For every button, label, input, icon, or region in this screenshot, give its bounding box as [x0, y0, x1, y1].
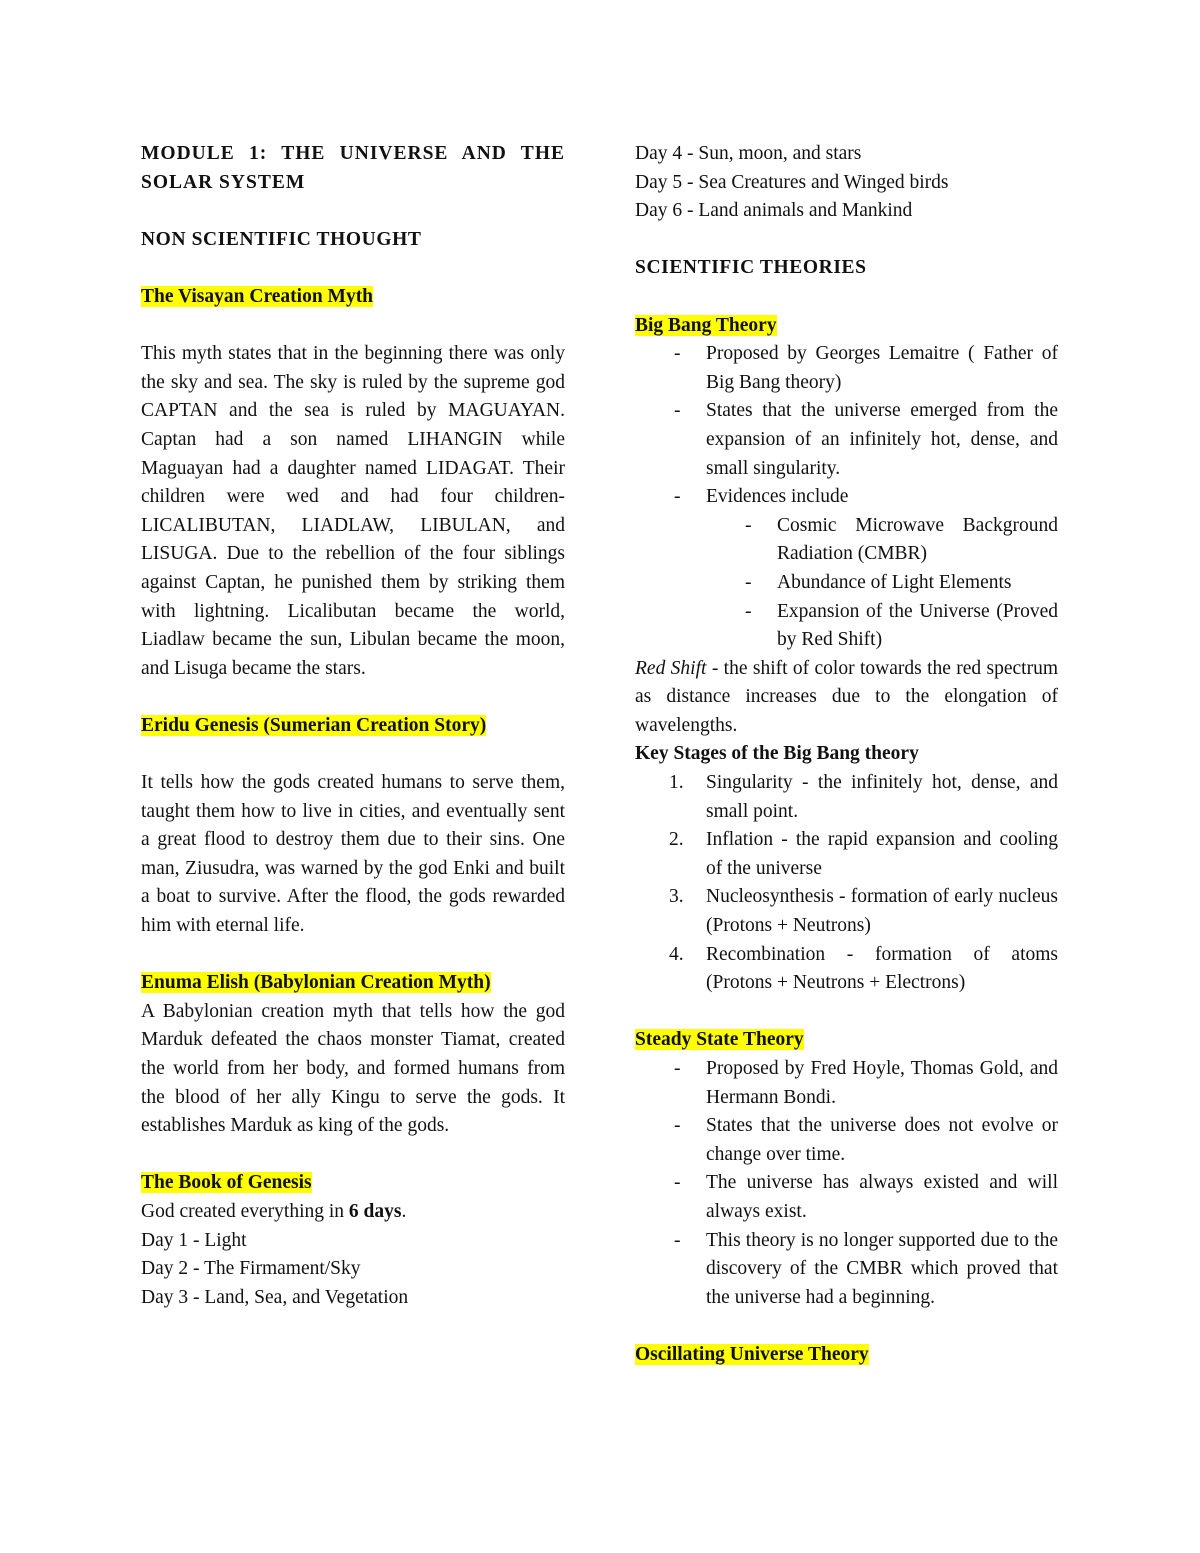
genesis-day-2: Day 2 - The Firmament/Sky — [141, 1258, 361, 1280]
list-item: - Evidences include - Cosmic Microwave Background Radiation (CMBR) - Abundance of Light Elements - Expansion of the Universe (Proved by Red Shift) — [635, 483, 1058, 655]
list-item: 4. Recombination - formation of atoms (Protons + Neutrons + Electrons) — [669, 943, 1058, 994]
big-bang-bullets — [635, 340, 1058, 655]
heading-oscillating-universe: Oscillating Universe Theory — [635, 1343, 869, 1365]
module-title: MODULE 1: THE UNIVERSE AND THE SOLAR SYSTEM — [141, 143, 565, 193]
genesis-day-3: Day 3 - Land, Sea, and Vegetation — [141, 1286, 409, 1308]
heading-eridu-genesis: Eridu Genesis (Sumerian Creation Story) — [141, 714, 487, 736]
list-item: - Proposed by Georges Lemaitre ( Father of Big Bang theory) — [635, 340, 1058, 397]
red-shift-definition: Red Shift - the shift of color towards the red spectrum as distance increases due to the elongation of wavelengths. — [635, 657, 1059, 736]
list-item: - The universe has always existed and will always exist. — [635, 1169, 1058, 1226]
heading-book-of-genesis: The Book of Genesis — [141, 1172, 312, 1194]
left-column — [141, 140, 565, 1312]
enuma-elish-body: A Babylonian creation myth that tells how the god Marduk defeated the chaos monster Tiamat, created the world from her body, and formed humans from the blood of her ally Kingu to serve the gods. It establishes Marduk as king of the gods. — [141, 1000, 565, 1137]
eridu-genesis-body: It tells how the gods created humans to serve them, taught them how to live in cities, and eventually sent a great flood to destroy them due to their sins. One man, Ziusudra, was warned by the god Enki and built a boat to survive. After the flood, the gods rewarded him with eternal life. — [141, 772, 565, 937]
list-item: 2. Inflation - the rapid expansion and cooling of the universe — [669, 829, 1058, 879]
visayan-myth-body: This myth states that in the beginning there was only the sky and sea. The sky is ruled by the supreme god CAPTAN and the sea is ruled by MAGUAYAN. Captan had a son named LIHANGIN while Maguayan had a daughter named LIDAGAT. Their children were wed and had four children- LICALIBUTAN, LIADLAW, LIBULAN, and LISUGA. Due to the rebellion of the four siblings against Captan, he punished them by striking them with lightning. Licalibutan became the world, Liadlaw became the sun, Libulan became the moon, and Lisuga became the stars. — [141, 343, 565, 679]
heading-enuma-elish: Enuma Elish (Babylonian Creation Myth) — [141, 972, 491, 994]
list-item: - Expansion of the Universe (Proved by Red Shift) — [706, 598, 1058, 655]
genesis-intro: God created everything in 6 days. — [141, 1200, 407, 1222]
genesis-day-4: Day 4 - Sun, moon, and stars — [635, 143, 862, 164]
list-item: - Proposed by Fred Hoyle, Thomas Gold, and Hermann Bondi. — [635, 1055, 1058, 1112]
heading-steady-state: Steady State Theory — [635, 1029, 804, 1051]
steady-state-bullets — [635, 1055, 1058, 1312]
section-heading-non-scientific: NON SCIENTIFIC THOUGHT — [141, 228, 422, 250]
list-item: 1. Singularity - the infinitely hot, dense, and small point. — [669, 772, 1058, 822]
list-item: 3. Nucleosynthesis - formation of early nucleus (Protons + Neutrons) — [669, 886, 1058, 937]
genesis-day-6: Day 6 - Land animals and Mankind — [635, 200, 913, 222]
key-stages-heading: Key Stages of the Big Bang theory — [635, 743, 919, 765]
list-item: - Cosmic Microwave Background Radiation (CMBR) — [706, 512, 1058, 569]
list-item: - Abundance of Light Elements — [706, 569, 1058, 598]
heading-visayan-myth: The Visayan Creation Myth — [141, 285, 374, 307]
list-item: - States that the universe does not evolve or change over time. — [635, 1112, 1058, 1169]
right-column — [635, 140, 1058, 1370]
list-item: - States that the universe emerged from the expansion of an infinitely hot, dense, and small singularity. — [635, 397, 1058, 483]
list-item: - This theory is no longer supported due to the discovery of the CMBR which proved that the universe had a beginning. — [635, 1227, 1058, 1313]
genesis-day-1: Day 1 - Light — [141, 1229, 247, 1251]
genesis-day-5: Day 5 - Sea Creatures and Winged birds — [635, 171, 949, 193]
evidence-list — [706, 512, 1058, 655]
key-stages-list — [635, 769, 1058, 998]
section-heading-scientific: SCIENTIFIC THEORIES — [635, 257, 867, 279]
heading-big-bang: Big Bang Theory — [635, 314, 777, 336]
